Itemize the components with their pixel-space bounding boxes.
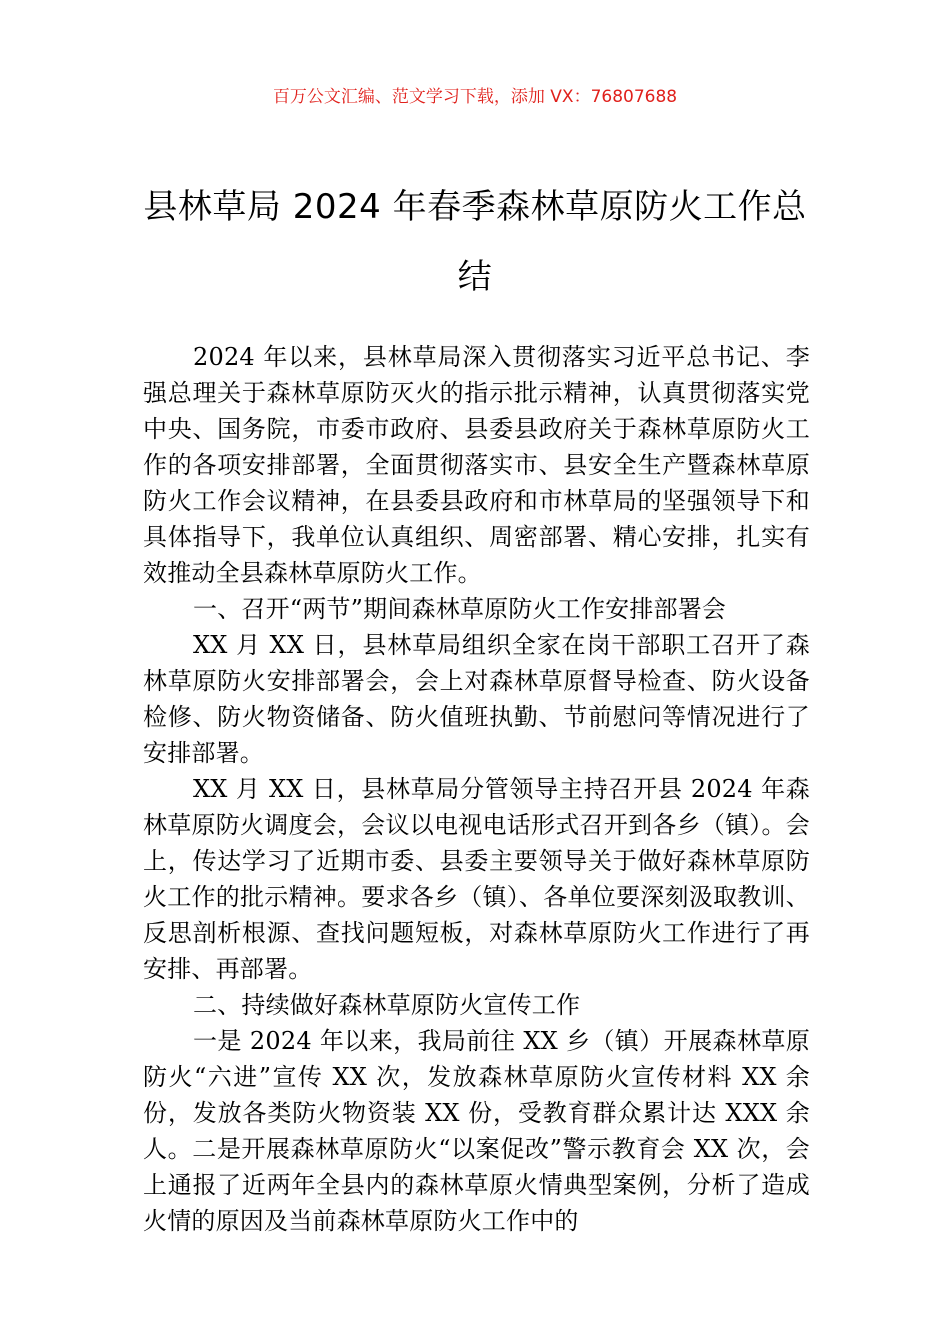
paragraph-intro: 2024 年以来，县林草局深入贯彻落实习近平总书记、李强总理关于森林草原防灭火的指示批示精神，认真贯彻落实党中央、国务院，市委市政府、县委县政府关于森林草原防火工作的各项安排部署，全面贯彻落实市、县安全生产暨森林草原防火工作会议精神，在县委县政府和市林草局的坚强领导下和具体指导下，我单位认真组织、周密部署、精心安排，扎实有效推动全县森林草原防火工作。 xyxy=(143,343,810,587)
section-heading-2: 二、持续做好森林草原防火宣传工作 xyxy=(193,991,581,1019)
paragraph-publicity: 一是 2024 年以来，我局前往 XX 乡（镇）开展森林草原防火“六进”宣传 XX 次，发放森林草原防火宣传材料 XX 余份，发放各类防火物资装 XX 份，受教育群众累计达 XXX 余人。二是开展森林草原防火“以案促改”警示教育会 XX 次，会上通报了近两年全县内的森林草原火情典型案例，分析了造成火情的原因及当前森林草原防火工作中的 xyxy=(143,1027,810,1235)
paragraph-meeting-2: XX 月 XX 日，县林草局分管领导主持召开县 2024 年森林草原防火调度会，会议以电视电话形式召开到各乡（镇）。会上，传达学习了近期市委、县委主要领导关于做好森林草原防火工作的批示精神。要求各乡（镇）、各单位要深刻汲取教训、反思剖析根源、查找问题短板，对森林草原防火工作进行了再安排、再部署。 xyxy=(143,775,810,983)
section-heading-1: 一、召开“两节”期间森林草原防火工作安排部署会 xyxy=(193,595,727,623)
paragraph-meeting-1: XX 月 XX 日，县林草局组织全家在岗干部职工召开了森林草原防火安排部署会，会上对森林草原督导检查、防火设备检修、防火物资储备、防火值班执勤、节前慰问等情况进行了安排部署。 xyxy=(143,631,810,767)
document-body xyxy=(143,339,810,1239)
document-title: 县林草局 2024 年春季森林草原防火工作总结 xyxy=(143,187,807,297)
watermark-banner: 百万公文汇编、范文学习下载，添加 VX：76807688 xyxy=(272,87,678,107)
